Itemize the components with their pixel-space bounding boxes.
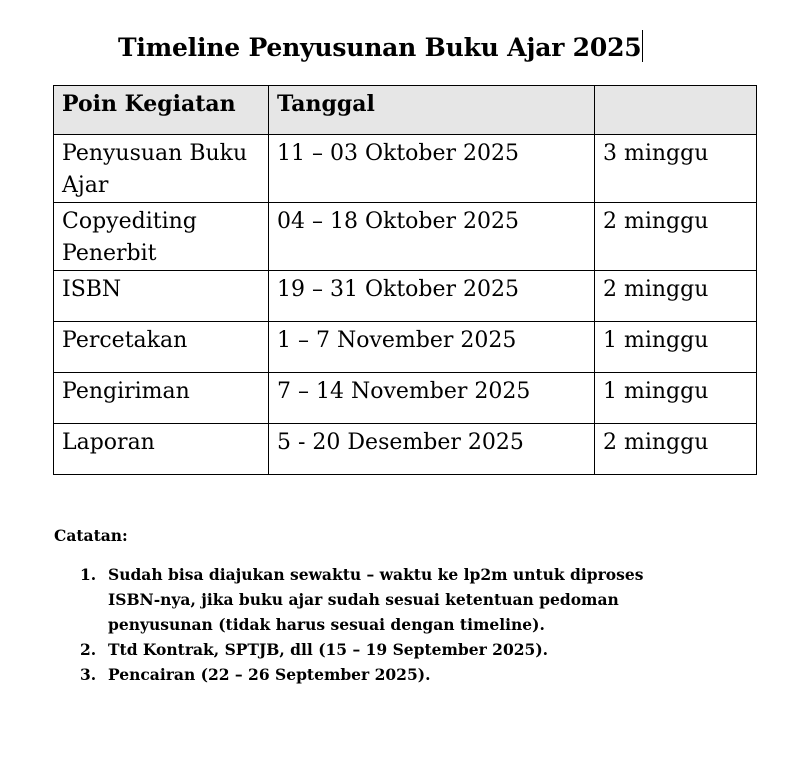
header-date: Tanggal — [269, 86, 595, 135]
header-activity: Poin Kegiatan — [54, 86, 269, 135]
cell-date: 5 - 20 Desember 2025 — [269, 424, 595, 475]
cell-duration: 2 minggu — [595, 424, 757, 475]
document-title — [118, 30, 643, 62]
cell-duration: 2 minggu — [595, 271, 757, 322]
notes-section — [54, 526, 694, 687]
list-item-text: Pencairan (22 – 26 September 2025). — [108, 665, 431, 684]
table-row — [54, 322, 757, 373]
notes-list — [54, 562, 694, 687]
list-item-number: 3. — [80, 665, 97, 684]
cell-date: 04 – 18 Oktober 2025 — [269, 203, 595, 271]
table-row — [54, 135, 757, 203]
table-row — [54, 271, 757, 322]
list-item — [54, 662, 694, 687]
cell-date: 7 – 14 November 2025 — [269, 373, 595, 424]
list-item-text: Sudah bisa diajukan sewaktu – waktu ke lp2m untuk diproses ISBN-nya, jika buku ajar sudah sesuai ketentuan pedoman penyusunan (tidak harus sesuai dengan timeline). — [108, 565, 644, 634]
cell-activity: ISBN — [54, 271, 269, 322]
list-item-text: Ttd Kontrak, SPTJB, dll (15 – 19 September 2025). — [108, 640, 549, 659]
document-title-text: Timeline Penyusunan Buku Ajar 2025 — [118, 33, 642, 62]
table-row — [54, 203, 757, 271]
table-header-row — [54, 86, 757, 135]
cell-activity: Laporan — [54, 424, 269, 475]
cell-activity: Copyediting Penerbit — [54, 203, 269, 271]
list-item — [54, 562, 694, 637]
cell-duration: 2 minggu — [595, 203, 757, 271]
cell-activity: Percetakan — [54, 322, 269, 373]
cell-duration: 3 minggu — [595, 135, 757, 203]
list-item-number: 1. — [80, 565, 97, 584]
cell-duration: 1 minggu — [595, 322, 757, 373]
notes-heading: Catatan: — [54, 526, 128, 545]
cell-date: 1 – 7 November 2025 — [269, 322, 595, 373]
list-item-number: 2. — [80, 640, 97, 659]
cell-date: 11 – 03 Oktober 2025 — [269, 135, 595, 203]
table-row — [54, 424, 757, 475]
timeline-table — [53, 85, 757, 475]
header-duration — [595, 86, 757, 135]
list-item — [54, 637, 694, 662]
cell-activity: Pengiriman — [54, 373, 269, 424]
cell-activity: Penyusuan Buku Ajar — [54, 135, 269, 203]
cell-date: 19 – 31 Oktober 2025 — [269, 271, 595, 322]
cell-duration: 1 minggu — [595, 373, 757, 424]
text-cursor — [642, 30, 643, 62]
table-row — [54, 373, 757, 424]
